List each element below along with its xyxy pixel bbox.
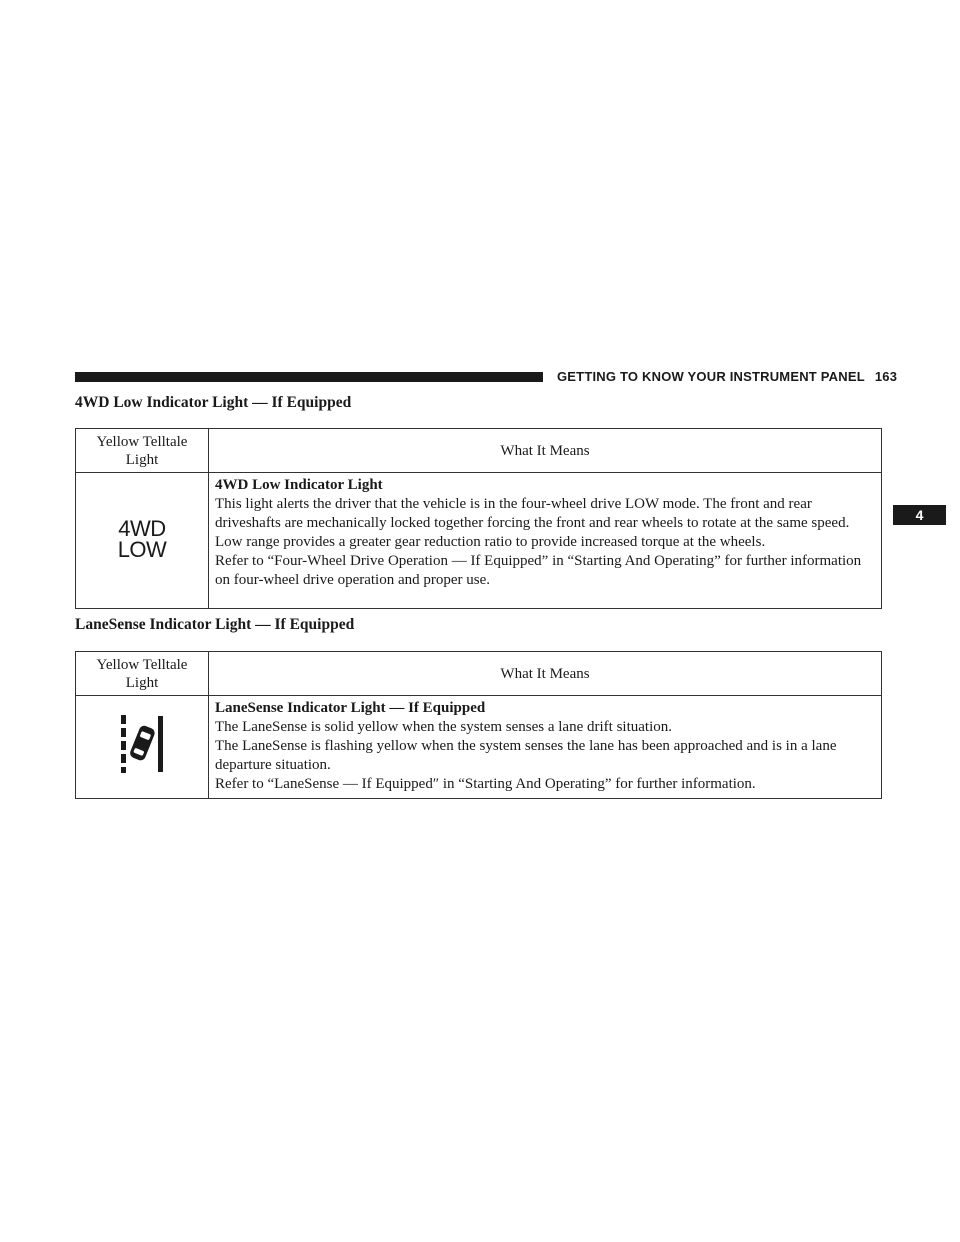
icon-cell — [76, 696, 209, 799]
page-number: 163 — [874, 369, 898, 384]
telltale-table-4wd-low — [75, 428, 882, 609]
telltale-table-lanesense — [75, 651, 882, 799]
desc-title: LaneSense Indicator Light — If Equipped — [215, 700, 486, 716]
desc-paragraph: The LaneSense is solid yellow when the system senses a lane drift situation. — [215, 719, 672, 735]
col-header-telltale: Yellow Telltale Light — [76, 429, 209, 473]
running-header — [557, 369, 897, 384]
desc-paragraph: This light alerts the driver that the vehicle is in the four-wheel drive LOW mode. The front and rear driveshafts are mechanically locked together forcing the front and rear wheels to rotate at the same speed. Low range provides a greater gear reduction ratio to provide increased torque at the wheels. — [215, 496, 850, 550]
col-header-telltale: Yellow Telltale Light — [76, 652, 209, 696]
lanesense-icon — [119, 714, 165, 774]
description-cell — [209, 473, 882, 609]
header-title: GETTING TO KNOW YOUR INSTRUMENT PANEL — [557, 369, 865, 384]
section-title-lanesense: LaneSense Indicator Light — If Equipped — [75, 616, 355, 633]
desc-paragraph: The LaneSense is flashing yellow when the system senses the lane has been approached and is in a lane departure situation. — [215, 738, 837, 773]
section-title-4wd-low: 4WD Low Indicator Light — If Equipped — [75, 394, 352, 411]
chapter-tab[interactable]: 4 — [893, 505, 946, 525]
col-header-meaning: What It Means — [209, 652, 882, 696]
description-cell — [209, 696, 882, 799]
desc-paragraph: Refer to “Four-Wheel Drive Operation — If Equipped” in “Starting And Operating” for further information on four-wheel drive operation and proper use. — [215, 553, 862, 588]
header-rule — [75, 372, 543, 382]
col-header-meaning: What It Means — [209, 429, 882, 473]
4wd-low-icon: 4WD LOW — [117, 516, 167, 562]
desc-paragraph: Refer to “LaneSense — If Equipped″ in “Starting And Operating” for further information. — [215, 776, 756, 792]
desc-title: 4WD Low Indicator Light — [215, 477, 383, 493]
icon-cell — [76, 473, 209, 609]
